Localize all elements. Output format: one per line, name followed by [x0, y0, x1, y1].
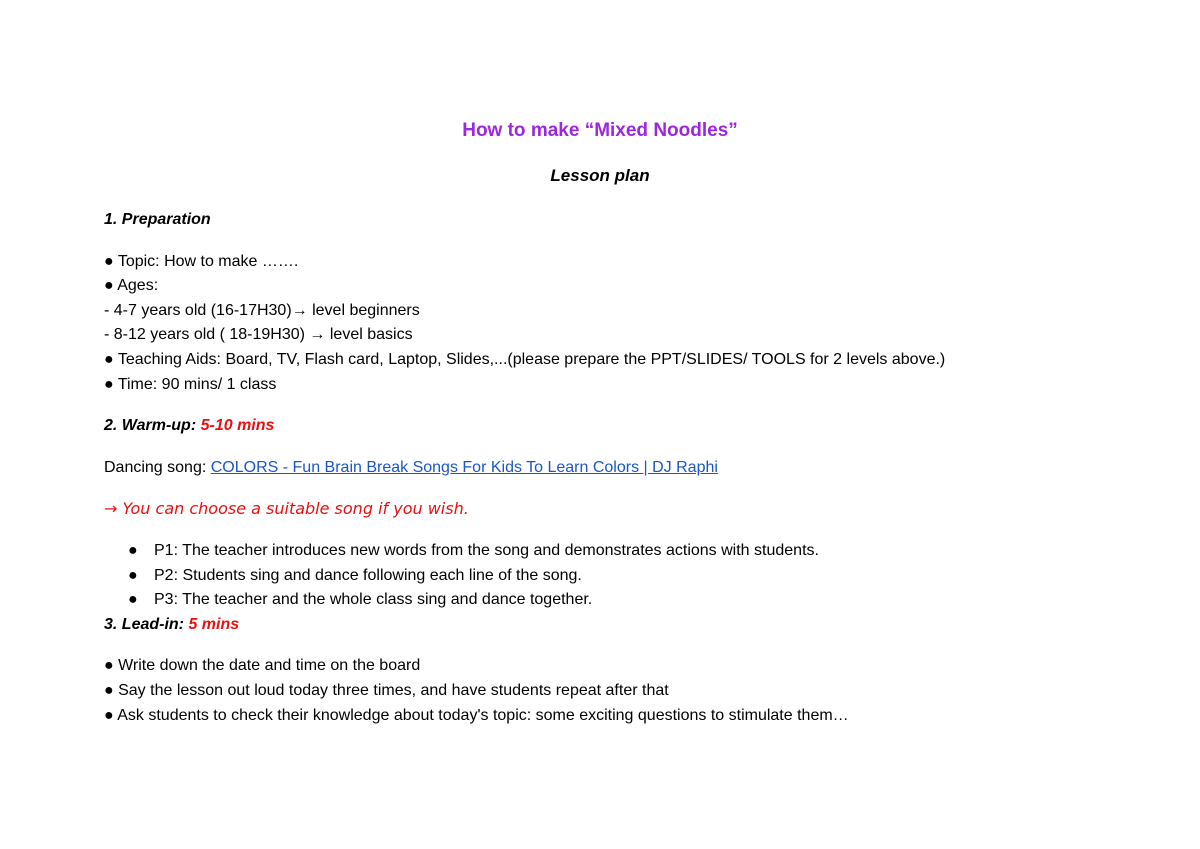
- bullet-icon: ●: [128, 591, 138, 609]
- document-body: [104, 208, 1164, 728]
- list-item: - 4-7 years old (16-17H30)→ level beginners: [104, 301, 420, 319]
- dancing-song-line: [104, 456, 1164, 481]
- list-item: ● Ages:: [104, 277, 159, 295]
- document-subtitle: Lesson plan: [550, 166, 650, 185]
- section-warmup-heading-text: 2. Warm-up:: [104, 417, 201, 435]
- list-item: [104, 539, 1164, 564]
- dancing-song-label: Dancing song:: [104, 458, 211, 476]
- list-item: ● Time: 90 mins/ 1 class: [104, 375, 277, 393]
- section-leadin-duration: 5 mins: [188, 615, 240, 633]
- list-item: [104, 564, 1164, 589]
- bullet-icon: ●: [128, 541, 138, 559]
- section-warmup-duration: 5-10 mins: [200, 417, 275, 435]
- list-item: [104, 588, 1164, 613]
- list-item: - 8-12 years old ( 18-19H30) → level basics: [104, 326, 413, 344]
- step-text: P3: The teacher and the whole class sing and dance together.: [154, 591, 593, 609]
- section-leadin-list: [104, 654, 1164, 728]
- section-preparation-heading: 1. Preparation: [104, 211, 211, 228]
- list-item: ● Ask students to check their knowledge about today's topic: some exciting questions to stimulate them…: [104, 706, 849, 724]
- step-text: P2: Students sing and dance following each line of the song.: [154, 566, 582, 584]
- section-preparation-list: [104, 250, 1164, 398]
- list-item: ● Topic: How to make …….: [104, 252, 299, 270]
- section-leadin-heading: [104, 613, 1164, 638]
- warmup-steps-list: [104, 539, 1164, 613]
- list-item: ● Teaching Aids: Board, TV, Flash card, Laptop, Slides,...(please prepare the PPT/SLIDES/ TOOLS for 2 levels above.): [104, 350, 946, 368]
- dancing-song-link[interactable]: COLORS - Fun Brain Break Songs For Kids To Learn Colors | DJ Raphi: [210, 458, 718, 476]
- bullet-icon: ●: [128, 566, 138, 584]
- list-item: ● Write down the date and time on the board: [104, 657, 421, 675]
- step-text: P1: The teacher introduces new words from the song and demonstrates actions with students.: [154, 541, 819, 559]
- song-choice-note: → You can choose a suitable song if you wish.: [104, 499, 469, 519]
- section-leadin-heading-text: 3. Lead-in:: [104, 615, 189, 633]
- document-title: How to make “Mixed Noodles”: [462, 120, 738, 141]
- section-warmup-heading: [104, 414, 1164, 439]
- list-item: ● Say the lesson out loud today three times, and have students repeat after that: [104, 681, 669, 699]
